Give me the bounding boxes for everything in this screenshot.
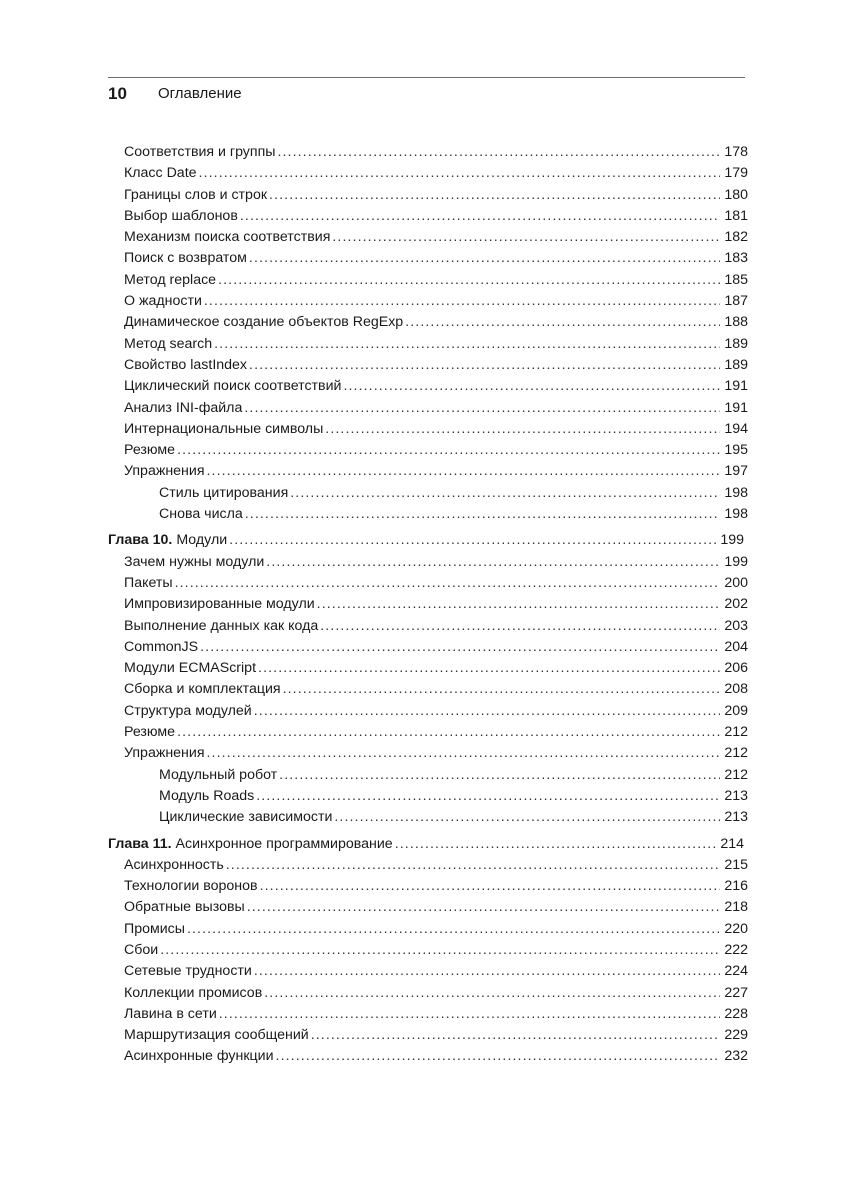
dot-leader bbox=[249, 248, 720, 269]
toc-entry-title: Границы слов и строк bbox=[124, 186, 268, 203]
toc-entry bbox=[108, 334, 748, 355]
toc-entry-title: Модули ECMAScript bbox=[124, 660, 257, 677]
toc-entry bbox=[108, 573, 748, 594]
dot-leader bbox=[177, 440, 720, 461]
toc-entry-title: Резюме bbox=[124, 442, 176, 459]
table-of-contents bbox=[108, 142, 748, 1068]
toc-entry-title: О жадности bbox=[124, 293, 202, 310]
toc-entry-title: Коллекции промисов bbox=[124, 984, 263, 1001]
dot-leader bbox=[240, 206, 720, 227]
toc-entry-page: 197 bbox=[724, 463, 748, 480]
toc-entry-page: 213 bbox=[724, 809, 748, 826]
toc-entry-page: 198 bbox=[724, 506, 748, 523]
toc-entry-title: Асинхронные функции bbox=[124, 1048, 274, 1065]
toc-entry-title: Выполнение данных как кода bbox=[124, 617, 319, 634]
dot-leader bbox=[207, 743, 721, 764]
toc-entry-page: 180 bbox=[724, 186, 748, 203]
toc-entry-page: 194 bbox=[724, 420, 748, 437]
toc-chapter-entry bbox=[108, 834, 748, 855]
dot-leader bbox=[395, 834, 716, 855]
toc-entry bbox=[108, 637, 748, 658]
toc-entry-title: Метод search bbox=[124, 335, 213, 352]
dot-leader bbox=[229, 530, 716, 551]
toc-entry-title: Снова числа bbox=[159, 506, 243, 523]
toc-entry-page: 178 bbox=[724, 144, 748, 160]
chapter-label: Глава 11. bbox=[108, 835, 172, 852]
toc-entry-title: Асинхронное программирование bbox=[175, 835, 393, 852]
toc-entry-title: Интернациональные символы bbox=[124, 420, 324, 437]
running-title: Оглавление bbox=[158, 85, 242, 102]
toc-entry-title: Динамическое создание объектов RegExp bbox=[124, 314, 404, 331]
toc-entry-page: 218 bbox=[724, 899, 748, 916]
toc-entry-title: Структура модулей bbox=[124, 702, 252, 719]
toc-entry bbox=[108, 1004, 748, 1025]
dot-leader bbox=[290, 483, 720, 504]
toc-entry-title: Упражнения bbox=[124, 745, 205, 762]
toc-entry-page: 202 bbox=[724, 596, 748, 613]
dot-leader bbox=[226, 855, 720, 876]
toc-entry-title: Пакеты bbox=[124, 574, 173, 591]
dot-leader bbox=[258, 658, 720, 679]
toc-entry-title: Импровизированные модули bbox=[124, 596, 315, 613]
toc-entry-page: 179 bbox=[724, 165, 748, 182]
toc-entry-page: 224 bbox=[724, 963, 748, 980]
toc-entry bbox=[108, 983, 748, 1004]
dot-leader bbox=[187, 919, 720, 940]
toc-entry-title: Модульный робот bbox=[159, 766, 278, 783]
toc-entry bbox=[108, 919, 748, 940]
toc-entry bbox=[108, 504, 748, 525]
toc-entry-page: 199 bbox=[724, 553, 748, 570]
toc-chapter-entry bbox=[108, 530, 748, 551]
toc-entry-title: Технологии воронов bbox=[124, 878, 258, 895]
toc-entry-page: 181 bbox=[724, 207, 748, 224]
toc-entry-title: Поиск с возвратом bbox=[124, 250, 247, 267]
toc-entry bbox=[108, 163, 748, 184]
toc-entry bbox=[108, 658, 748, 679]
toc-entry-title: Модули bbox=[176, 532, 228, 549]
dot-leader bbox=[266, 552, 720, 573]
toc-entry bbox=[108, 1046, 748, 1067]
toc-entry bbox=[108, 855, 748, 876]
toc-entry-page: 215 bbox=[724, 856, 748, 873]
dot-leader bbox=[249, 355, 720, 376]
toc-entry-title: Сетевые трудности bbox=[124, 963, 252, 980]
dot-leader bbox=[214, 334, 720, 355]
toc-entry bbox=[108, 743, 748, 764]
toc-entry-page: 222 bbox=[724, 941, 748, 958]
toc-entry bbox=[108, 440, 748, 461]
toc-entry bbox=[108, 248, 748, 269]
toc-entry-page: 209 bbox=[724, 702, 748, 719]
chapter-label: Глава 10. bbox=[108, 532, 173, 549]
toc-entry-title: Асинхронность bbox=[124, 856, 224, 873]
dot-leader bbox=[279, 765, 720, 786]
toc-entry bbox=[108, 722, 748, 743]
toc-entry-page: 214 bbox=[720, 835, 744, 852]
toc-entry bbox=[108, 552, 748, 573]
toc-entry-title: Анализ INI-файла bbox=[124, 399, 243, 416]
toc-entry-title: Обратные вызовы bbox=[124, 899, 245, 916]
toc-entry-title: Циклический поиск соответствий bbox=[124, 378, 342, 395]
toc-entry-page: 183 bbox=[724, 250, 748, 267]
toc-entry bbox=[108, 376, 748, 397]
toc-entry bbox=[108, 897, 748, 918]
toc-entry-page: 187 bbox=[724, 293, 748, 310]
toc-entry-page: 203 bbox=[724, 617, 748, 634]
toc-entry bbox=[108, 961, 748, 982]
dot-leader bbox=[218, 270, 720, 291]
toc-entry-title: Модуль Roads bbox=[159, 787, 255, 804]
toc-entry-page: 199 bbox=[720, 532, 744, 549]
toc-entry-page: 206 bbox=[724, 660, 748, 677]
dot-leader bbox=[269, 185, 720, 206]
header-rule bbox=[108, 77, 745, 78]
toc-entry-title: Упражнения bbox=[124, 463, 205, 480]
toc-entry-page: 216 bbox=[724, 878, 748, 895]
toc-entry bbox=[108, 227, 748, 248]
dot-leader bbox=[254, 701, 720, 722]
dot-leader bbox=[311, 1025, 720, 1046]
toc-entry bbox=[108, 142, 748, 163]
dot-leader bbox=[244, 398, 720, 419]
dot-leader bbox=[334, 807, 720, 828]
page-header bbox=[108, 80, 745, 107]
dot-leader bbox=[199, 163, 720, 184]
toc-entry bbox=[108, 807, 748, 828]
toc-entry-page: 232 bbox=[724, 1048, 748, 1065]
dot-leader bbox=[260, 876, 720, 897]
toc-entry-page: 189 bbox=[724, 356, 748, 373]
toc-entry-page: 213 bbox=[724, 787, 748, 804]
toc-entry bbox=[108, 270, 748, 291]
toc-entry-page: 188 bbox=[724, 314, 748, 331]
toc-entry bbox=[108, 355, 748, 376]
toc-entry-title: Метод replace bbox=[124, 271, 217, 288]
dot-leader bbox=[177, 722, 720, 743]
dot-leader bbox=[277, 142, 720, 163]
toc-entry bbox=[108, 185, 748, 206]
toc-entry-page: 200 bbox=[724, 574, 748, 591]
toc-entry-title: Сборка и комплектация bbox=[124, 681, 281, 698]
dot-leader bbox=[283, 679, 720, 700]
toc-entry bbox=[108, 701, 748, 722]
toc-entry-title: Выбор шаблонов bbox=[124, 207, 238, 224]
dot-leader bbox=[207, 461, 721, 482]
toc-entry-page: 212 bbox=[724, 724, 748, 741]
toc-entry bbox=[108, 291, 748, 312]
toc-entry bbox=[108, 419, 748, 440]
dot-leader bbox=[264, 983, 720, 1004]
dot-leader bbox=[317, 594, 720, 615]
toc-entry-page: 220 bbox=[724, 920, 748, 937]
toc-entry bbox=[108, 594, 748, 615]
toc-entry bbox=[108, 765, 748, 786]
toc-entry bbox=[108, 483, 748, 504]
toc-entry-title: Промисы bbox=[124, 920, 185, 937]
toc-entry-page: 227 bbox=[724, 984, 748, 1001]
toc-entry bbox=[108, 940, 748, 961]
toc-entry-page: 212 bbox=[724, 766, 748, 783]
toc-entry-title: Циклические зависимости bbox=[159, 809, 333, 826]
dot-leader bbox=[405, 312, 720, 333]
toc-entry-page: 191 bbox=[724, 399, 748, 416]
dot-leader bbox=[343, 376, 720, 397]
toc-entry-title: Свойство lastIndex bbox=[124, 356, 248, 373]
toc-entry-page: 195 bbox=[724, 442, 748, 459]
toc-entry bbox=[108, 1025, 748, 1046]
toc-entry-title: Соответствия и группы bbox=[124, 144, 276, 160]
toc-entry-page: 229 bbox=[724, 1027, 748, 1044]
dot-leader bbox=[204, 291, 720, 312]
toc-entry-title: Сбои bbox=[124, 941, 159, 958]
toc-entry bbox=[108, 616, 748, 637]
toc-entry-page: 204 bbox=[724, 638, 748, 655]
dot-leader bbox=[247, 897, 720, 918]
toc-entry bbox=[108, 876, 748, 897]
dot-leader bbox=[219, 1004, 720, 1025]
toc-entry-page: 228 bbox=[724, 1005, 748, 1022]
toc-entry bbox=[108, 679, 748, 700]
toc-entry-title: Механизм поиска соответствия bbox=[124, 229, 331, 246]
toc-entry-page: 182 bbox=[724, 229, 748, 246]
dot-leader bbox=[200, 637, 720, 658]
toc-entry-title: CommonJS bbox=[124, 638, 199, 655]
dot-leader bbox=[325, 419, 720, 440]
dot-leader bbox=[332, 227, 720, 248]
toc-entry-page: 198 bbox=[724, 484, 748, 501]
dot-leader bbox=[276, 1046, 720, 1067]
toc-entry bbox=[108, 206, 748, 227]
toc-entry bbox=[108, 312, 748, 333]
dot-leader bbox=[254, 961, 720, 982]
toc-entry-page: 191 bbox=[724, 378, 748, 395]
toc-entry-title: Резюме bbox=[124, 724, 176, 741]
toc-entry-title: Класс Date bbox=[124, 165, 197, 182]
toc-entry-page: 185 bbox=[724, 271, 748, 288]
toc-entry-title: Стиль цитирования bbox=[159, 484, 289, 501]
page-number: 10 bbox=[108, 84, 127, 103]
toc-entry-page: 212 bbox=[724, 745, 748, 762]
toc-entry-page: 208 bbox=[724, 681, 748, 698]
toc-entry-title: Лавина в сети bbox=[124, 1005, 217, 1022]
dot-leader bbox=[160, 940, 720, 961]
toc-entry bbox=[108, 461, 748, 482]
toc-entry-title: Маршрутизация сообщений bbox=[124, 1027, 309, 1044]
toc-entry-page: 189 bbox=[724, 335, 748, 352]
dot-leader bbox=[320, 616, 720, 637]
dot-leader bbox=[175, 573, 720, 594]
toc-entry bbox=[108, 786, 748, 807]
dot-leader bbox=[256, 786, 720, 807]
toc-entry-title: Зачем нужны модули bbox=[124, 553, 265, 570]
dot-leader bbox=[245, 504, 720, 525]
toc-entry bbox=[108, 398, 748, 419]
